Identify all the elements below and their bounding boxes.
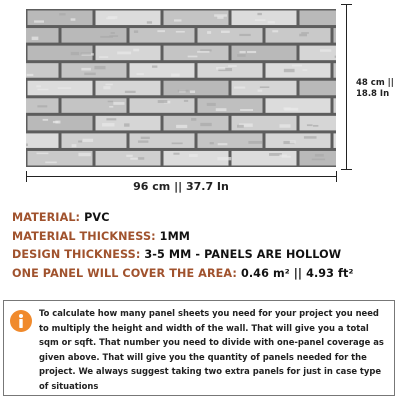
brick-texture bbox=[239, 51, 245, 53]
brick bbox=[130, 63, 195, 78]
brick-texture bbox=[111, 32, 115, 34]
height-dimension-line bbox=[346, 4, 347, 170]
brick bbox=[334, 133, 337, 148]
brick bbox=[334, 28, 337, 43]
brick-texture bbox=[279, 155, 287, 157]
specifications bbox=[12, 209, 392, 283]
brick-texture bbox=[176, 125, 187, 128]
brick bbox=[300, 81, 337, 96]
brick-texture bbox=[320, 49, 331, 51]
brick-texture bbox=[71, 52, 79, 55]
brick-texture bbox=[247, 51, 256, 53]
spec-design-key: DESIGN THICKNESS: bbox=[12, 248, 141, 262]
brick-texture bbox=[268, 21, 275, 23]
brick-texture bbox=[78, 153, 90, 156]
brick-texture bbox=[216, 108, 227, 111]
brick-texture bbox=[258, 89, 263, 91]
brick-texture bbox=[36, 153, 48, 155]
brick-texture bbox=[108, 101, 113, 103]
width-dimension-label: 96 cm || 37.7 In bbox=[133, 180, 229, 193]
brick-texture bbox=[207, 103, 216, 106]
brick-texture bbox=[237, 125, 244, 128]
brick bbox=[62, 63, 127, 78]
brick-texture bbox=[130, 158, 139, 160]
brick-texture bbox=[313, 125, 318, 127]
spec-design-thickness bbox=[12, 246, 392, 265]
brick bbox=[334, 63, 337, 78]
brick-texture bbox=[237, 54, 246, 57]
brick-texture bbox=[176, 31, 185, 33]
brick bbox=[28, 11, 93, 26]
info-icon bbox=[10, 310, 32, 332]
spec-material bbox=[12, 209, 392, 228]
brick-texture bbox=[125, 91, 136, 93]
brick-texture bbox=[191, 118, 196, 121]
brick-texture bbox=[102, 123, 114, 126]
brick bbox=[232, 151, 297, 166]
spec-design-value: 3-5 MM - PANELS ARE HOLLOW bbox=[140, 248, 342, 262]
brick-texture bbox=[218, 143, 228, 145]
brick-texture bbox=[45, 162, 57, 164]
brick-texture bbox=[200, 123, 212, 126]
brick bbox=[300, 11, 337, 26]
brick-texture bbox=[335, 56, 336, 58]
brick bbox=[334, 98, 337, 113]
brick-panel-image bbox=[26, 9, 336, 167]
brick-texture bbox=[43, 119, 48, 121]
brick-pattern bbox=[26, 9, 336, 167]
brick-texture bbox=[37, 89, 48, 91]
brick-texture bbox=[214, 14, 227, 16]
brick-texture bbox=[290, 140, 296, 143]
brick-texture bbox=[108, 16, 118, 19]
brick bbox=[300, 46, 337, 61]
brick-texture bbox=[174, 19, 182, 21]
brick-texture bbox=[217, 157, 231, 160]
brick-texture bbox=[37, 105, 47, 107]
height-dimension-cap-bottom bbox=[341, 169, 352, 170]
spec-material-key: MATERIAL: bbox=[12, 211, 81, 224]
height-dimension-label bbox=[356, 78, 394, 100]
spec-material-value: PVC bbox=[80, 211, 110, 224]
brick-texture bbox=[138, 140, 148, 142]
brick-texture bbox=[248, 141, 262, 144]
brick-texture bbox=[221, 31, 230, 33]
brick-texture bbox=[36, 85, 41, 87]
height-dimension-cap-top bbox=[341, 4, 352, 5]
brick-texture bbox=[134, 30, 138, 33]
spec-thickness-key: MATERIAL THICKNESS: bbox=[12, 229, 156, 243]
brick-texture bbox=[302, 69, 307, 71]
brick-texture bbox=[157, 30, 165, 32]
brick-texture bbox=[173, 153, 179, 155]
brick-texture bbox=[138, 157, 144, 160]
brick-texture bbox=[188, 56, 198, 58]
brick-texture bbox=[81, 52, 92, 54]
brick-texture bbox=[272, 30, 278, 32]
brick bbox=[96, 151, 161, 166]
height-label-in: 18.8 In bbox=[356, 89, 390, 99]
brick-texture bbox=[83, 139, 94, 142]
info-box bbox=[3, 300, 395, 396]
brick-texture bbox=[71, 18, 76, 20]
brick bbox=[266, 133, 331, 148]
brick-texture bbox=[178, 90, 189, 92]
brick-texture bbox=[197, 51, 209, 53]
brick-texture bbox=[78, 141, 82, 143]
brick bbox=[26, 133, 59, 148]
brick-texture bbox=[260, 86, 269, 88]
brick-texture bbox=[81, 68, 91, 71]
brick-texture bbox=[100, 36, 113, 38]
brick-texture bbox=[27, 74, 34, 76]
brick bbox=[164, 46, 229, 61]
spec-coverage-key: ONE PANEL WILL COVER THE AREA: bbox=[12, 266, 237, 280]
brick-texture bbox=[207, 31, 211, 34]
brick-texture bbox=[210, 142, 214, 144]
brick-texture bbox=[279, 124, 290, 127]
brick-texture bbox=[255, 19, 266, 21]
brick-texture bbox=[158, 100, 168, 103]
brick-texture bbox=[304, 136, 317, 139]
brick-texture bbox=[312, 159, 325, 161]
brick-texture bbox=[136, 73, 143, 75]
brick-texture bbox=[103, 86, 110, 89]
brick-texture bbox=[105, 84, 112, 86]
brick-texture bbox=[216, 67, 225, 70]
brick-texture bbox=[284, 108, 298, 111]
brick-texture bbox=[240, 109, 253, 111]
brick-texture bbox=[113, 102, 124, 105]
brick-texture bbox=[55, 121, 60, 124]
brick bbox=[62, 98, 127, 113]
brick bbox=[300, 151, 337, 166]
brick-texture bbox=[141, 137, 150, 139]
brick-texture bbox=[171, 74, 179, 77]
brick-texture bbox=[234, 87, 245, 89]
brick-texture bbox=[172, 142, 183, 144]
spec-thickness-value: 1MM bbox=[155, 229, 191, 243]
spec-material-thickness bbox=[12, 228, 392, 247]
brick-texture bbox=[184, 100, 188, 102]
brick-texture bbox=[126, 155, 132, 157]
brick-texture bbox=[59, 13, 65, 15]
brick-texture bbox=[292, 65, 302, 67]
height-label-cm: 48 cm || bbox=[356, 78, 394, 88]
brick bbox=[26, 28, 59, 43]
brick-texture bbox=[109, 106, 113, 108]
brick-texture bbox=[190, 90, 195, 92]
brick-texture bbox=[133, 49, 139, 52]
brick-texture bbox=[58, 87, 71, 89]
brick-texture bbox=[239, 34, 250, 36]
width-dimension-line bbox=[26, 176, 337, 177]
brick-texture bbox=[152, 65, 157, 67]
brick-texture bbox=[124, 123, 129, 126]
brick-texture bbox=[228, 65, 237, 67]
spec-coverage-value: 0.46 m² || 4.93 ft² bbox=[236, 266, 354, 280]
brick-texture bbox=[147, 21, 152, 23]
brick-texture bbox=[307, 124, 313, 126]
brick bbox=[232, 116, 297, 131]
info-text: To calculate how many panel sheets you need for your project you need to multiply the height and width of the wall. That will give you a total sqm or sqft. That number you need to divide with one-panel coverage as given above. That will give you the quantity of panels needed for the project. We always suggest taking two extra panels for just in case type of situations bbox=[39, 308, 384, 391]
brick-texture bbox=[301, 32, 309, 34]
brick bbox=[198, 133, 263, 148]
brick-texture bbox=[99, 56, 108, 58]
brick-texture bbox=[315, 154, 324, 157]
brick bbox=[232, 11, 297, 26]
brick bbox=[300, 116, 337, 131]
brick-texture bbox=[117, 52, 131, 55]
brick-texture bbox=[299, 34, 307, 37]
brick-texture bbox=[189, 154, 198, 157]
brick-texture bbox=[94, 66, 105, 69]
brick-texture bbox=[84, 73, 95, 76]
brick-texture bbox=[26, 144, 28, 147]
brick-texture bbox=[106, 118, 116, 120]
brick-texture bbox=[72, 144, 77, 147]
brick-texture bbox=[284, 69, 295, 72]
brick bbox=[198, 28, 263, 43]
brick-texture bbox=[32, 37, 39, 40]
brick-texture bbox=[257, 13, 261, 15]
brick-texture bbox=[34, 20, 44, 22]
spec-coverage bbox=[12, 265, 392, 284]
brick bbox=[164, 81, 229, 96]
brick bbox=[62, 133, 127, 148]
